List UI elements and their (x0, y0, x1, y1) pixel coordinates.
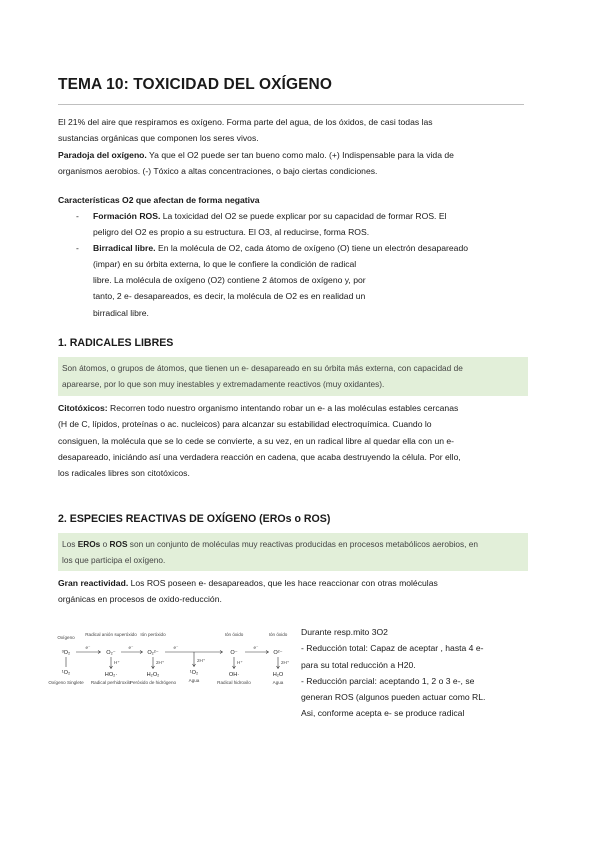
cytotoxic-line-4: desapareado, iniciándo así una verdadera reacción en cadena, que acaba destruyendo la célula. Por ello, (58, 451, 461, 462)
species-water-2: H₂O (272, 672, 284, 678)
definition-box (58, 357, 528, 396)
reactivity-label: Gran reactividad. (58, 578, 129, 588)
cytotoxic-line-3: consiguen, la molécula que se lo cede se convierte, a su vez, en un radical libre al quedar ella con un e- (58, 435, 455, 446)
bullet-birradical-label: Birradical libre. (93, 243, 156, 253)
page-title: TEMA 10: TOXICIDAD DEL OXÍGENO (58, 76, 332, 93)
section-2-heading: 2. ESPECIES REACTIVAS DE OXÍGENO (EROs o ROS) (58, 513, 331, 525)
reactivity-line-1 (58, 575, 528, 591)
section-1-heading: 1. RADICALES LIBRES (58, 337, 174, 349)
side-note-line-5: generan ROS (algunos pueden actuar como RL. (301, 692, 486, 703)
cytotoxic-paragraph (58, 400, 528, 481)
bullet-ros-line-1 (93, 208, 527, 224)
bullet-birradical-line-5: birradical libre. (93, 307, 149, 318)
side-note-line-3: para su total reducción a H20. (301, 659, 416, 670)
two-proton-label-1: 2H⁺ (156, 660, 165, 665)
bullet-birradical-line-2: (impar) en su órbita externa, lo que le confiere la condición de radical (93, 259, 357, 270)
reactivity-line-2: orgánicas en procesos de oxido-reducción. (58, 594, 222, 605)
two-proton-label-3: 2H⁺ (281, 660, 290, 665)
two-proton-label-2: 2H⁺ (197, 658, 206, 663)
cytotoxic-line-1 (58, 400, 528, 416)
electron-label-3: e⁻ (173, 645, 179, 650)
bullet-ros-label: Formación ROS. (93, 211, 161, 221)
diagram-label-water-1: Agua (188, 678, 200, 683)
diagram-label-oxide-ion-2: Ión óxido (268, 632, 288, 637)
bullet-birradical-line-3: libre. La molécula de oxígeno (O2) contiene 2 átomos de oxígeno y, por (93, 275, 366, 285)
reactivity-paragraph (58, 575, 528, 608)
characteristics-heading: Características O2 que afectan de forma negativa (58, 195, 260, 205)
ros-definition-box (58, 533, 528, 571)
bullet-ros-line-2: peligro del O2 es propio a su estructura. El O3, al reducirse, forma ROS. (93, 227, 370, 238)
bullet-ros (93, 208, 527, 241)
side-notes (301, 624, 527, 722)
proton-label-1: H⁺ (114, 660, 120, 665)
intro-line-1: El 21% del aire que respiramos es oxígeno. Forma parte del agua, de los óxidos, de casi todas las (58, 117, 433, 127)
electron-label-2: e⁻ (128, 645, 134, 650)
intro-line-2: sustancias orgánicas que componen los seres vivos. (58, 133, 259, 144)
species-superoxide: O₂⁻ (106, 650, 116, 656)
electron-label-4: e⁻ (253, 645, 259, 650)
cytotoxic-text-1: Recorren todo nuestro organismo intentando robar un e- a las moléculas estables cercanas (107, 403, 459, 413)
ros-def-eros: EROs (77, 539, 101, 549)
bullet-ros-text-1: La toxicidad del O2 se puede explicar por su capacidad de formar ROS. El (160, 211, 447, 221)
bullet-birradical-line-1 (93, 240, 527, 256)
paradox-text-1: Ya que el O2 puede ser tan bueno como malo. (+) Indispensable para la vida de (146, 149, 454, 160)
diagram-label-oxide-ion-1: Ión óxido (224, 632, 244, 637)
diagram-label-peroxide-ion: Ión peróxido (140, 632, 166, 637)
definition-line-2: aparearse, por lo que son muy inestables y extremadamente reactivos (muy oxidantes). (62, 379, 385, 389)
diagram-label-water-2: Agua (272, 680, 284, 685)
species-oxide-1: O⁻ (230, 650, 238, 656)
species-peroxide: O₂²⁻ (147, 650, 159, 656)
title-divider (58, 104, 524, 105)
definition-line-1: Son átomos, o grupos de átomos, que tienen un e- desapareado en su órbita más externa, con capacidad de (62, 363, 463, 373)
bullet-birradical-text-1: En la molécula de O2, cada átomo de oxígeno (O) tiene un electrón desapareado (155, 243, 469, 253)
species-singlet-oxygen: ¹O₂ (61, 670, 71, 676)
oxygen-reduction-diagram (48, 632, 294, 704)
diagram-label-hydroxyl: Radical hidroxilo (217, 680, 251, 685)
side-note-line-6: Asi, conforme acepta e- se produce radical (301, 708, 465, 719)
ros-def-post: son un conjunto de moléculas muy reactivas producidas en procesos metabólicos aerobios, en (127, 539, 479, 549)
bullet-birradical-line-4: tanto, 2 e- desapareados, es decir, la molécula de O2 es en realidad un (93, 291, 366, 302)
diagram-label-oxygen: Oxígeno (57, 635, 75, 640)
side-note-line-4: - Reducción parcial: aceptando 1, 2 o 3 e-, se (301, 675, 475, 686)
side-note-line-1: Durante resp.mito 3O2 (301, 627, 388, 637)
cytotoxic-line-5: los radicales libres son citotóxicos. (58, 468, 190, 479)
reactivity-text-1: Los ROS poseen e- desapareados, que les hace reaccionar con otras moléculas (128, 578, 438, 588)
electron-label-1: e⁻ (85, 645, 91, 650)
bullet-dash-2: - (76, 243, 79, 253)
paradox-line-1 (58, 147, 528, 163)
species-hydroxyl: OH· (228, 672, 240, 678)
diagram-label-hydrogen-peroxide: Peróxido de hidrógeno (129, 680, 177, 685)
diagram-label-superoxide: Radical anión superóxido (85, 632, 137, 637)
diagram-label-perhydroxyl: Radical perhidroxilo (90, 680, 132, 685)
cytotoxic-line-2: (H de C, lípidos, proteínas o ac. nucleicos) para alcanzar su estabilidad electroquímica. Cuando lo (58, 419, 432, 430)
bullet-birradical-cont (93, 272, 366, 321)
diagram-label-singlet: Oxígeno Singlete (48, 680, 84, 685)
bullet-birradical (93, 240, 527, 273)
proton-label-2: H⁺ (237, 660, 243, 665)
species-oxide-2: O²⁻ (273, 650, 283, 656)
ros-definition-line-1 (62, 536, 524, 552)
species-perhydroxyl: HO₂· (104, 672, 118, 678)
paradox-line-2: organismos aerobios. (-) Tóxico a altas concentraciones, o bajo ciertas condiciones. (58, 165, 378, 176)
species-triplet-oxygen: ³O₂ (61, 650, 71, 656)
species-hydrogen-peroxide: H₂O₂ (146, 672, 160, 678)
side-note-line-2: - Reducción total: Capaz de aceptar , hasta 4 e- (301, 643, 484, 654)
ros-def-pre: Los (62, 539, 78, 549)
ros-def-mid: o (100, 539, 110, 549)
intro-paragraph (58, 114, 528, 179)
cytotoxic-label: Citotóxicos: (58, 403, 108, 413)
species-water-1: ¹O₂ (189, 670, 199, 676)
bullet-dash-1: - (76, 211, 79, 221)
paradox-label: Paradoja del oxígeno. (58, 149, 147, 160)
ros-definition-line-2: los que participa el oxígeno. (62, 555, 166, 565)
electron-arrows (76, 651, 269, 654)
ros-def-ros: ROS (109, 539, 128, 549)
